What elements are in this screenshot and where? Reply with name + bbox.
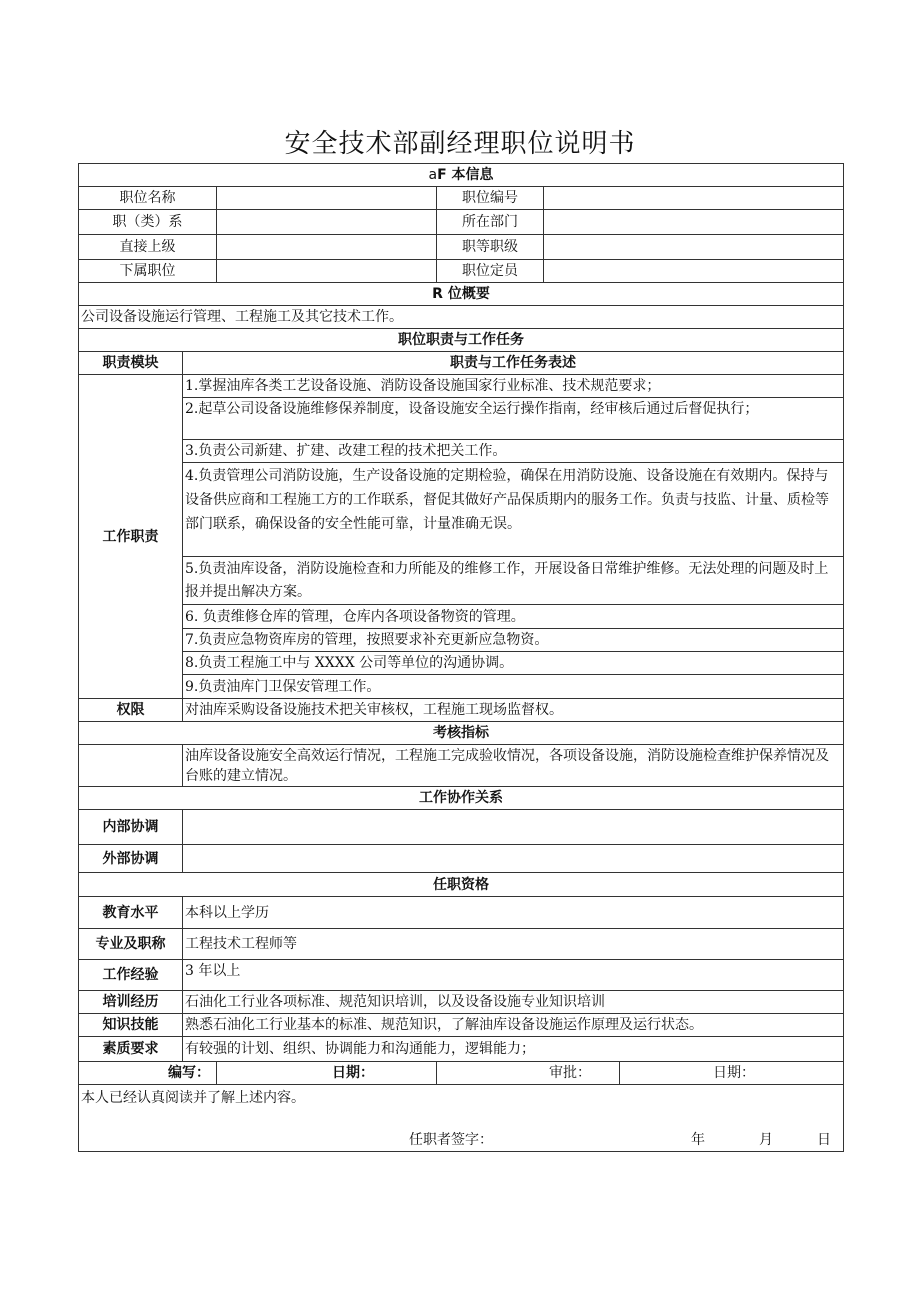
header-module: 职责模块 (79, 352, 183, 375)
section-basic-info: aF 本信息 (79, 164, 844, 187)
section-duties: 职位职责与工作任务 (79, 329, 844, 352)
kpi-label-empty (79, 745, 183, 787)
day-label: 日 (817, 1132, 831, 1148)
label-approved-by: 审批： (437, 1062, 620, 1085)
duty-item: 2.起草公司设备设施维修保养制度，设备设施安全运行操作指南，经审核后通过后督促执行； (183, 398, 844, 440)
label-training: 培训经历 (79, 991, 183, 1014)
label-headcount: 职位定员 (437, 260, 544, 283)
label-education: 教育水平 (79, 897, 183, 929)
label-department: 所在部门 (437, 210, 544, 235)
month-label: 月 (759, 1132, 773, 1148)
acknowledgement-text: 本人已经认真阅读并了解上述内容。 (81, 1090, 305, 1106)
value-education: 本科以上学历 (183, 897, 844, 929)
document-title: 安全技术部副经理职位说明书 (284, 129, 636, 159)
section-kpi: 考核指标 (79, 722, 844, 745)
job-description-table (78, 163, 844, 1152)
value-superior (217, 235, 437, 260)
value-experience: 3 年以上 (183, 960, 844, 991)
value-headcount (544, 260, 844, 283)
label-experience: 工作经验 (79, 960, 183, 991)
value-subordinate (217, 260, 437, 283)
header-description: 职责与工作任务表述 (183, 352, 844, 375)
acknowledgement-cell (79, 1085, 844, 1152)
signature-label: 任职者签字： (409, 1132, 493, 1148)
kpi-text: 油库设备设施安全高效运行情况，工程施工完成验收情况，各项设备设施，消防设施检查维护保养情况及台账的建立情况。 (183, 745, 844, 787)
label-grade: 职等职级 (437, 235, 544, 260)
value-position-name (217, 187, 437, 210)
duty-item: 7.负责应急物资库房的管理，按照要求补充更新应急物资。 (183, 629, 844, 652)
label-work-duty: 工作职责 (79, 375, 183, 699)
label-quality: 素质要求 (79, 1037, 183, 1062)
label-job-family: 职（类）系 (79, 210, 217, 235)
value-grade (544, 235, 844, 260)
duty-item: 6. 负责维修仓库的管理，仓库内各项设备物资的管理。 (183, 605, 844, 629)
value-training: 石油化工行业各项标准、规范知识培训，以及设备设施专业知识培训 (183, 991, 844, 1014)
label-date-prepared: 日期： (217, 1062, 437, 1085)
value-quality: 有较强的计划、组织、协调能力和沟通能力，逻辑能力； (183, 1037, 844, 1062)
value-position-code (544, 187, 844, 210)
duty-item: 9.负责油库门卫保安管理工作。 (183, 675, 844, 699)
section-summary: R 位概要 (79, 283, 844, 306)
label-subordinate: 下属职位 (79, 260, 217, 283)
section-cooperation: 工作协作关系 (79, 787, 844, 810)
authority-text: 对油库采购设备设施技术把关审核权，工程施工现场监督权。 (183, 699, 844, 722)
value-external-coordination (183, 845, 844, 873)
label-major-title: 专业及职称 (79, 929, 183, 960)
value-department (544, 210, 844, 235)
label-superior: 直接上级 (79, 235, 217, 260)
section-qualification: 任职资格 (79, 873, 844, 897)
duty-item: 1.掌握油库各类工艺设备设施、消防设备设施国家行业标准、技术规范要求； (183, 375, 844, 398)
label-knowledge-skills: 知识技能 (79, 1014, 183, 1037)
duty-item: 8.负责工程施工中与 XXXX 公司等单位的沟通协调。 (183, 652, 844, 675)
duty-item: 3.负责公司新建、扩建、改建工程的技术把关工作。 (183, 440, 844, 463)
value-knowledge-skills: 熟悉石油化工行业基本的标准、规范知识，了解油库设备设施运作原理及运行状态。 (183, 1014, 844, 1037)
value-major-title: 工程技术工程师等 (183, 929, 844, 960)
value-job-family (217, 210, 437, 235)
duty-item: 4.负责管理公司消防设施，生产设备设施的定期检验，确保在用消防设施、设备设施在有效期内。保持与设备供应商和工程施工方的工作联系，督促其做好产品保质期内的服务工作。负责与技监、计量、质检等部门联系，确保设备的安全性能可靠，计量准确无误。 (183, 463, 844, 557)
label-external-coordination: 外部协调 (79, 845, 183, 873)
label-position-code: 职位编号 (437, 187, 544, 210)
label-prepared-by: 编写： (79, 1062, 217, 1085)
label-position-name: 职位名称 (79, 187, 217, 210)
year-label: 年 (691, 1132, 705, 1148)
summary-text: 公司设备设施运行管理、工程施工及其它技术工作。 (79, 306, 844, 329)
label-authority: 权限 (79, 699, 183, 722)
value-internal-coordination (183, 810, 844, 845)
label-date-approved: 日期： (620, 1062, 844, 1085)
label-internal-coordination: 内部协调 (79, 810, 183, 845)
duty-item: 5.负责油库设备，消防设施检查和力所能及的维修工作，开展设备日常维护维修。无法处理的问题及时上报并提出解决方案。 (183, 557, 844, 605)
